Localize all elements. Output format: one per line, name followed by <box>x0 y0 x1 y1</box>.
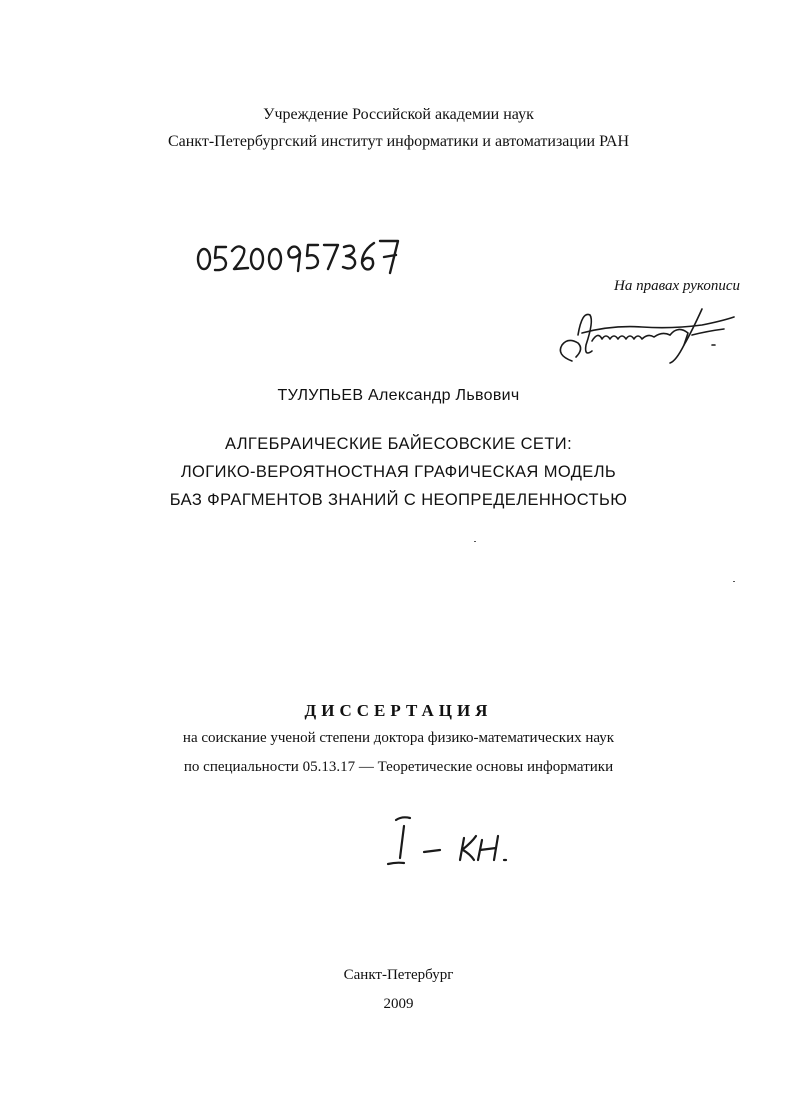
signature-image <box>552 305 742 367</box>
scan-speck <box>733 581 735 582</box>
institution-line-2: Санкт-Петербургский институт информатики и автоматизации РАН <box>167 133 630 150</box>
author-name: ТУЛУПЬЕВ Александр Львович <box>277 387 520 404</box>
manuscript-note: На правах рукописи <box>614 278 740 294</box>
institution-line-1: Учреждение Российской академии наук <box>263 106 534 123</box>
handwritten-volume-note <box>378 812 528 874</box>
document-type: ДИССЕРТАЦИЯ <box>304 701 493 720</box>
dissertation-title-line-1: АЛГЕБРАИЧЕСКИЕ БАЙЕСОВСКИЕ СЕТИ: <box>224 435 573 453</box>
specialty-line: по специальности 05.13.17 — Теоретические основы информатики <box>183 759 614 775</box>
dissertation-title-line-2: ЛОГИКО-ВЕРОЯТНОСТНАЯ ГРАФИЧЕСКАЯ МОДЕЛЬ <box>180 463 617 481</box>
handwritten-archive-number <box>194 233 404 277</box>
scan-speck <box>474 541 476 542</box>
dissertation-title-line-3: БАЗ ФРАГМЕНТОВ ЗНАНИЙ С НЕОПРЕДЕЛЕННОСТЬЮ <box>169 491 628 509</box>
year: 2009 <box>383 996 414 1012</box>
degree-line: на соискание ученой степени доктора физико-математических наук <box>182 730 615 746</box>
city: Санкт-Петербург <box>343 967 454 983</box>
